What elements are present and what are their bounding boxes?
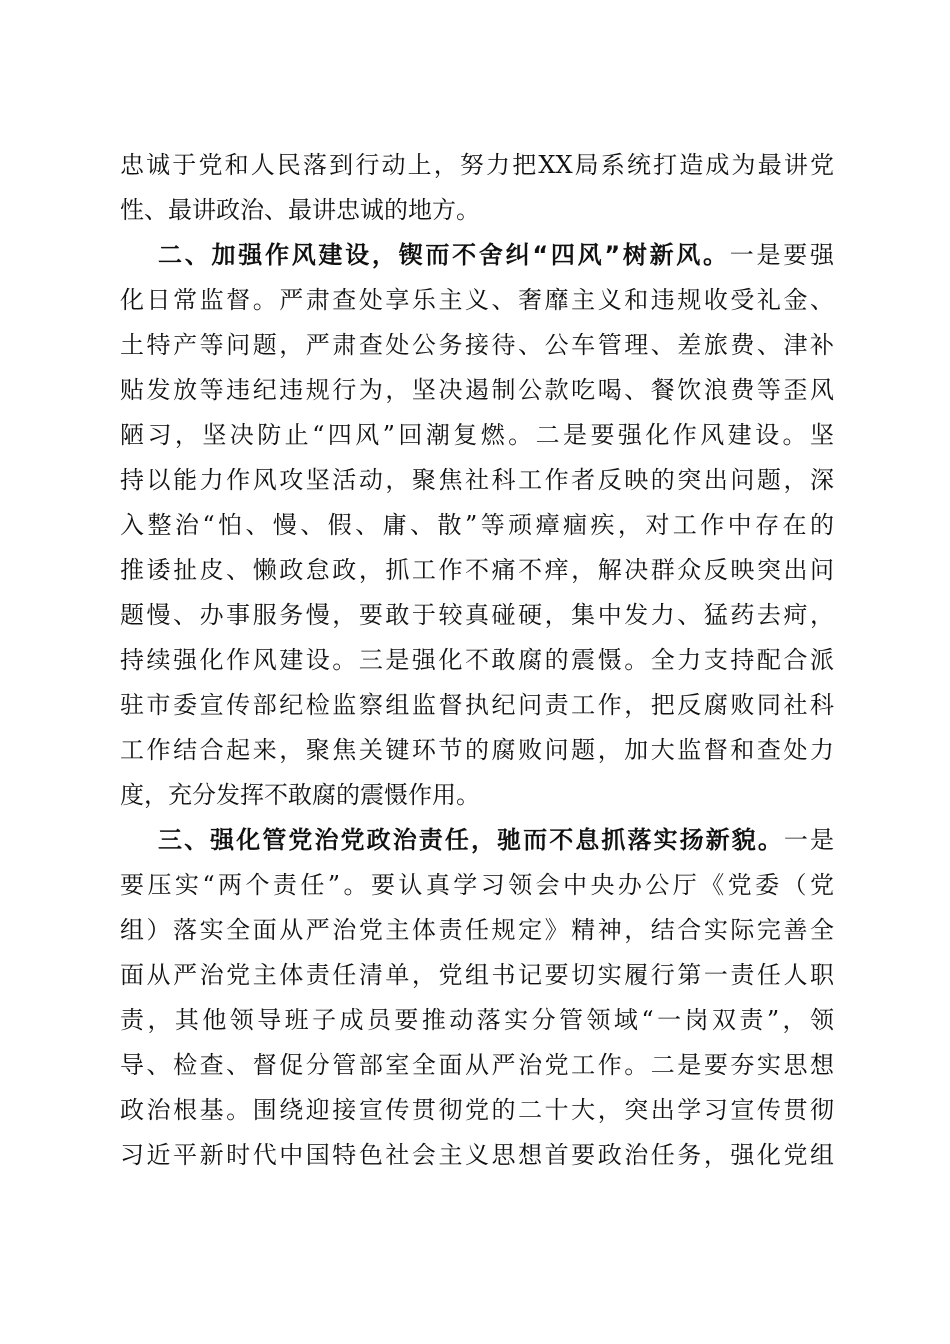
text-line: 土特产等问题，严肃查处公务接待、公车管理、差旅费、津补	[120, 331, 834, 359]
text-line: 面从严治党主体责任清单，党组书记要切实履行第一责任人职	[120, 961, 834, 989]
text-line: 入整治“怕、慢、假、庸、散”等顽瘴痼疾，对工作中存在的	[120, 511, 834, 539]
text-line: 习近平新时代中国特色社会主义思想首要政治任务，强化党组	[120, 1141, 834, 1169]
text-line: 化日常监督。严肃查处享乐主义、奢靡主义和违规收受礼金、	[120, 286, 834, 314]
text-line: 度，充分发挥不敢腐的震慑作用。	[120, 781, 480, 809]
text-line: 责，其他领导班子成员要推动落实分管领域“一岗双责”，领	[120, 1006, 834, 1034]
text-line: 政治根基。围绕迎接宣传贯彻党的二十大，突出学习宣传贯彻	[120, 1096, 834, 1124]
text-line: 推诿扯皮、懒政怠政，抓工作不痛不痒，解决群众反映突出问	[120, 556, 834, 584]
text-line: 题慢、办事服务慢，要敢于较真碰硬，集中发力、猛药去疴，	[120, 601, 834, 629]
text-line: 持续强化作风建设。三是强化不敢腐的震慑。全力支持配合派	[120, 646, 834, 674]
section-heading-line: 三、强化管党治党政治责任，驰而不息抓落实扬新貌。一是	[158, 826, 835, 854]
section-heading-line: 二、加强作风建设，锲而不舍纠“四风”树新风。一是要强	[158, 241, 835, 269]
text-line: 陋习，坚决防止“四风”回潮复燃。二是要强化作风建设。坚	[120, 421, 834, 449]
text-line: 导、检查、督促分管部室全面从严治党工作。二是要夯实思想	[120, 1051, 834, 1079]
text-line: 工作结合起来，聚焦关键环节的腐败问题，加大监督和查处力	[120, 736, 834, 764]
text-line: 要压实“两个责任”。要认真学习领会中央办公厅《党委（党	[120, 871, 834, 899]
text-line: 忠诚于党和人民落到行动上，努力把XX局系统打造成为最讲党	[120, 151, 834, 179]
text-line: 贴发放等违纪违规行为，坚决遏制公款吃喝、餐饮浪费等歪风	[120, 376, 834, 404]
text-line: 持以能力作风攻坚活动，聚焦社科工作者反映的突出问题，深	[120, 466, 834, 494]
text-line: 组）落实全面从严治党主体责任规定》精神，结合实际完善全	[120, 916, 834, 944]
section-heading: 三、强化管党治党政治责任，驰而不息抓落实扬新貌。	[158, 826, 784, 854]
text-line: 驻市委宣传部纪检监察组监督执纪问责工作，把反腐败同社科	[120, 691, 834, 719]
text-line: 性、最讲政治、最讲忠诚的地方。	[120, 196, 480, 224]
section-heading: 二、加强作风建设，锲而不舍纠“四风”树新风。	[158, 241, 730, 269]
